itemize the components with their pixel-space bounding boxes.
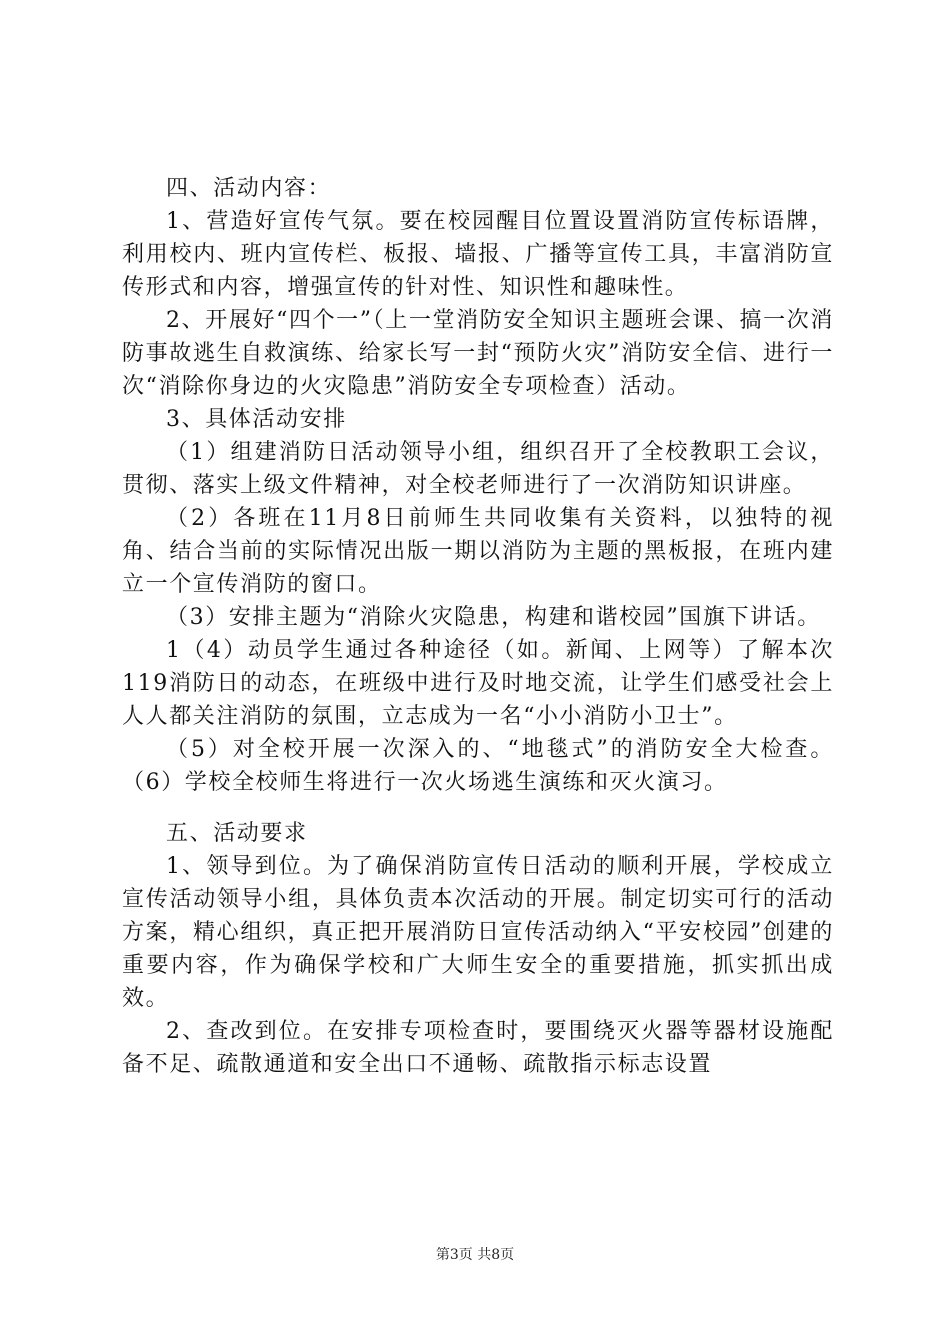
paragraph: 2、查改到位。在安排专项检查时，要围绕灭火器等器材设施配备不足、疏散通道和安全出口不通畅、疏散指示标志设置 bbox=[122, 1019, 834, 1077]
section-heading-activity-content: 四、活动内容： bbox=[166, 176, 332, 201]
paragraph: （2）各班在11月8日前师生共同收集有关资料，以独特的视角、结合当前的实际情况出版一期以消防为主题的黑板报，在班内建立一个宣传消防的窗口。 bbox=[122, 506, 834, 597]
paragraph: （1）组建消防日活动领导小组，组织召开了全校教职工会议，贯彻、落实上级文件精神，对全校老师进行了一次消防知识讲座。 bbox=[122, 440, 834, 498]
paragraph: 2、开展好“四个一”（上一堂消防安全知识主题班会课、搞一次消防事故逃生自救演练、给家长写一封“预防火灾”消防安全信、进行一次“消除你身边的火灾隐患”消防安全专项检查）活动。 bbox=[122, 308, 834, 399]
document-body bbox=[122, 172, 834, 1081]
page-footer: 第3页 共8页 bbox=[435, 1247, 515, 1263]
subheading: 3、具体活动安排 bbox=[166, 407, 347, 432]
section-heading-activity-requirements: 五、活动要求 bbox=[166, 821, 308, 846]
paragraph: （3）安排主题为“消除火灾隐患，构建和谐校园”国旗下讲话。 bbox=[166, 605, 821, 630]
paragraph: 1（4）动员学生通过各种途径（如。新闻、上网等）了解本次119消防日的动态，在班级中进行及时地交流，让学生们感受社会上人人都关注消防的氛围，立志成为一名“小小消防小卫士”。 bbox=[122, 638, 834, 729]
paragraph: （5）对全校开展一次深入的、“地毯式”的消防安全大检查。（6）学校全校师生将进行一次火场逃生演练和灭火演习。 bbox=[122, 737, 834, 795]
paragraph: 1、营造好宣传气氛。要在校园醒目位置设置消防宣传标语牌，利用校内、班内宣传栏、板报、墙报、广播等宣传工具，丰富消防宣传形式和内容，增强宣传的针对性、知识性和趣味性。 bbox=[122, 209, 834, 300]
paragraph: 1、领导到位。为了确保消防宣传日活动的顺利开展，学校成立宣传活动领导小组，具体负责本次活动的开展。制定切实可行的活动方案，精心组织，真正把开展消防日宣传活动纳入“平安校园”创建的重要内容，作为确保学校和广大师生安全的重要措施，抓实抓出成效。 bbox=[122, 854, 834, 1011]
